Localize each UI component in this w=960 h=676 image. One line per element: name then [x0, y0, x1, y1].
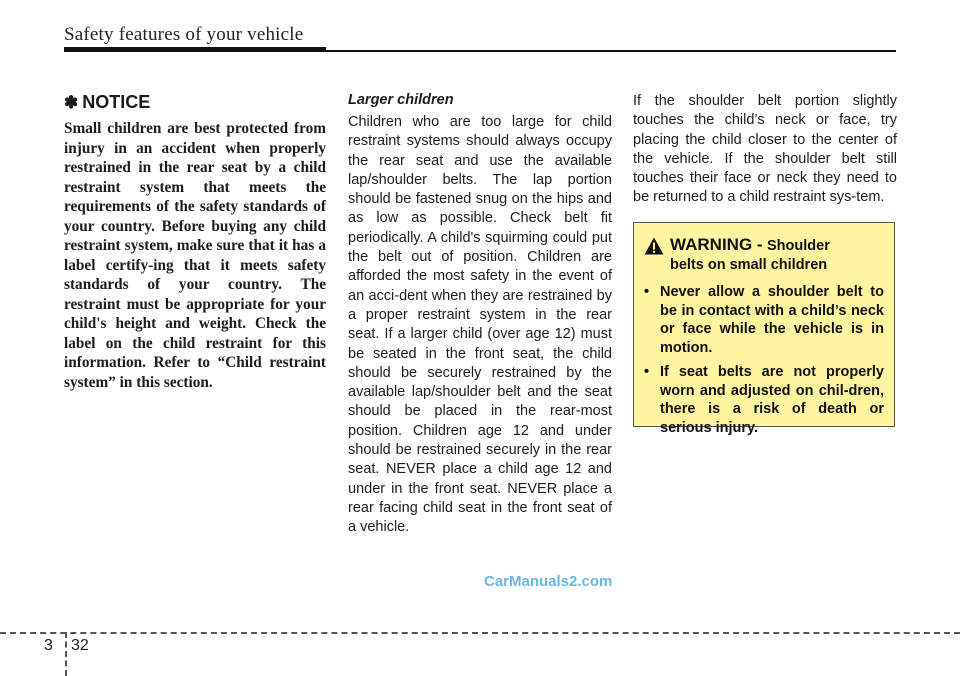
warning-box — [633, 222, 895, 436]
notice-section — [64, 92, 326, 392]
warning-item — [644, 363, 884, 437]
notice-heading-text: NOTICE — [82, 92, 151, 112]
page-chapter-number: 3 — [44, 637, 53, 654]
warning-item-text: If seat belts are not properly worn and adjusted on chil-dren, there is a risk of death or serious injury. — [660, 364, 884, 436]
larger-children-section — [348, 92, 612, 538]
larger-children-heading: Larger children — [348, 92, 454, 108]
header-rule-thin — [326, 50, 896, 52]
shoulder-belt-section — [633, 92, 897, 208]
notice-heading — [64, 92, 326, 113]
watermark-link[interactable]: CarManuals2.com — [484, 573, 613, 590]
warning-triangle-icon — [644, 237, 664, 255]
warning-title-row — [644, 235, 884, 256]
warning-list — [644, 283, 884, 437]
shoulder-belt-body: If the shoulder belt portion slightly touches the child’s neck or face, try placing the child closer to the center of the vehicle. If the shoulder belt still touches their face or neck they need to be returned to a child restraint sys-tem. — [633, 93, 897, 206]
larger-children-body: Children who are too large for child restraint systems should always occupy the rear seat and use the available lap/shoulder belts. The lap portion should be fastened snug on the hips and as low as possible. Check belt fit periodically. A child's squirming could put the belt out of position. Children are afforded the most safety in the event of an acci-dent when they are restrained by a proper restraint system in the rear seat. If a larger child (over age 12) must be seated in the front seat, the child should be securely restrained by the available lap/shoulder belt and the seat should be placed in the rear-most position. Children age 12 and under should be restrained securely in the rear seat. NEVER place a child age 12 and under in the front seat. NEVER place a rear facing child seat in the front seat of a vehicle. — [348, 114, 612, 536]
warning-item — [644, 283, 884, 357]
notice-star-icon: ✽ — [64, 92, 79, 112]
warning-item-text: Never allow a shoulder belt to be in contact with a child’s neck or face while the vehicle is in motion. — [660, 284, 884, 356]
bullet-icon: • — [644, 364, 650, 380]
footer-divider — [65, 632, 67, 676]
header-rule-thick — [64, 47, 326, 52]
page-header-title: Safety features of your vehicle — [64, 24, 304, 45]
page-number: 32 — [71, 637, 89, 654]
footer-rule — [0, 632, 960, 634]
warning-subtitle-1: Shoulder — [767, 238, 830, 254]
warning-word: WARNING - — [670, 235, 763, 254]
warning-subtitle-2: belts on small children — [670, 257, 828, 273]
notice-body: Small children are best protected from injury in an accident when properly restrained in the rear seat by a child restraint system that meets the requirements of the safety standards of your country. Before buying any child restraint system, make sure that it has a label certify-ing that it meets safety standards of your country. The restraint must be appropriate for your child's height and weight. Check the label on the child restraint for this information. Refer to “Child restraint system” in this section. — [64, 120, 326, 391]
bullet-icon: • — [644, 284, 650, 300]
warning-title — [670, 235, 830, 256]
